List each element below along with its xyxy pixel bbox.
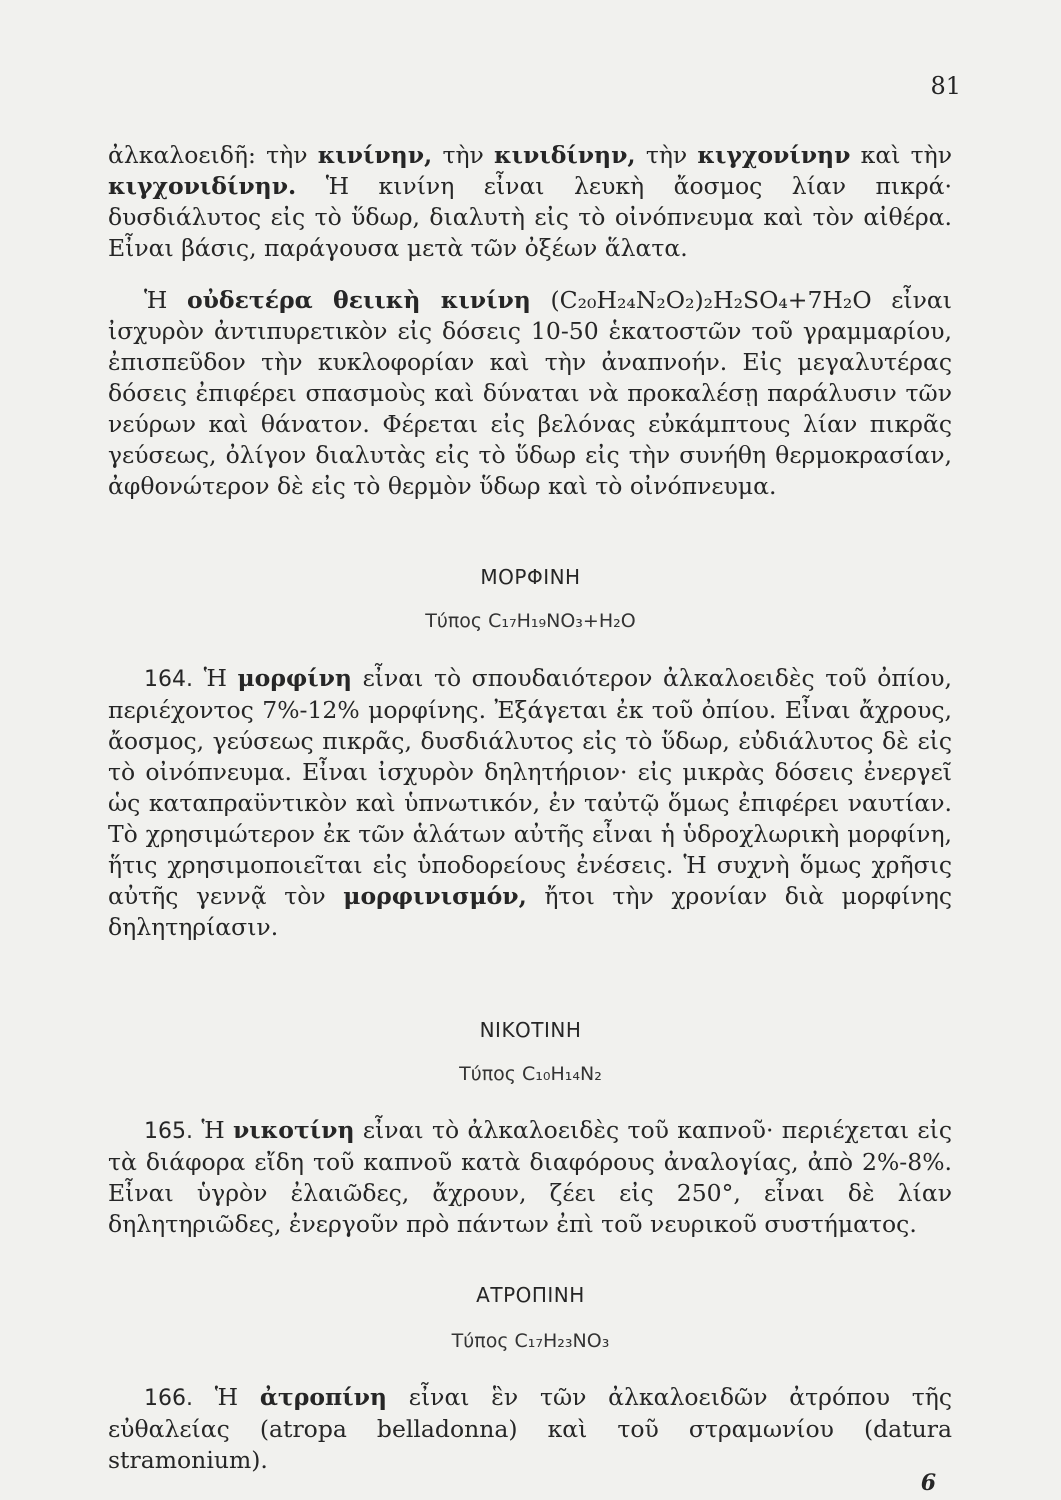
paragraph-morphine [108,663,952,943]
paragraph-quinine-alkaloids [108,140,952,264]
paragraph-number: 164. [144,667,193,692]
paragraph-number: 166. [144,1386,193,1411]
page-number: 81 [930,72,961,100]
paragraph-nicotine [108,1115,952,1240]
term-quinidine: κινιδίνην, [494,141,636,169]
text-run: ἤτοι τὴν χρονίαν διὰ μορφίνης δηλητηρίασιν. [108,882,953,941]
text-run: ἀλκαλοειδῆ: τὴν [108,141,318,169]
term-morphinism: μορφινισμόν, [343,882,527,910]
term-morphine: μορφίνη [237,664,353,692]
text-run: Ἡ [192,664,238,692]
text-run: τὴν [635,141,698,169]
text-run: εἶναι ἓν τῶν ἀλκαλοειδῶν ἀτρόπου τῆς εὐθαλείας (atropa belladonna) καὶ τοῦ στραμωνίου (datura stramonium). [108,1383,952,1474]
term-atropine: ἀτροπίνη [259,1383,387,1411]
text-run: Ἡ [144,286,187,314]
text-run: τὴν [432,141,495,169]
term-quinine: κινίνην, [317,141,433,169]
text-run: καὶ τὴν [850,141,952,169]
section-heading-nicotine: ΝΙΚΟΤΙΝΗ [479,1018,582,1042]
text-run: εἶναι τὸ σπουδαιότερον ἀλκαλοειδὲς τοῦ ὀπίου, περιέχοντος 7%-12% μορφίνης. Ἐξάγεται ἐκ τοῦ ὀπίου. Εἶναι ἄχρους, ἄοσμος, γεύσεως πικρᾶς, δυσδιάλυτος εἰς τὸ ὕδωρ, εὐδιάλυτος δὲ εἰς τὸ οἰνόπνευμα. Εἶναι ἰσχυρὸν δηλητήριον· εἰς μικρὰς δόσεις ἐνεργεῖ ὡς καταπραϋντικὸν καὶ ὑπνωτικόν, ἐν ταὐτῷ ὅμως ἐπιφέρει ναυτίαν. Τὸ χρησιμώτερον ἐκ τῶν ἁλάτων αὐτῆς εἶναι ἡ ὑδροχλωρικὴ μορφίνη, ἥτις χρησιμοποιεῖται εἰς ὑποδορείους ἐνέσεις. Ἡ συχνὴ ὅμως χρῆσις αὐτῆς γεννᾷ τὸν [108,664,952,910]
printer-signature-mark: 6 [920,1470,936,1496]
section-heading-atropine: ΑΤΡΟΠΙΝΗ [476,1283,585,1307]
text-run: Ἡ κινίνη εἶναι λευκὴ ἄοσμος λίαν πικρά· δυσδιάλυτος εἰς τὸ ὕδωρ, διαλυτὴ εἰς τὸ οἰνόπνευμα καὶ τὸν αἰθέρα. Εἶναι βάσις, παράγουσα μετὰ τῶν ὀξέων ἅλατα. [108,172,952,262]
formula-nicotine: Τύπος C₁₀H₁₄N₂ [459,1063,602,1085]
text-run: (C₂₀H₂₄N₂O₂)₂H₂SO₄+7H₂O εἶναι ἰσχυρὸν ἀντιπυρετικὸν εἰς δόσεις 10-50 ἑκατοστῶν τοῦ γραμμαρίου, ἐπισπεῦδον τὴν κυκλοφορίαν καὶ τὴν ἀναπνοήν. Εἰς μεγαλυτέρας δόσεις ἐπιφέρει σπασμοὺς καὶ δύναται νὰ προκαλέσῃ παράλυσιν τῶν νεύρων καὶ θάνατον. Φέρεται εἰς βελόνας εὐκάμπτους λίαν πικρᾶς γεύσεως, ὀλίγον διαλυτὰς εἰς τὸ ὕδωρ εἰς τὴν συνήθη θερμοκρασίαν, ἀφθονώτερον δὲ εἰς τὸ θερμὸν ὕδωρ καὶ τὸ οἰνόπνευμα. [108,286,952,500]
term-nicotine: νικοτίνη [232,1116,355,1144]
paragraph-atropine [108,1382,952,1476]
term-quinine-sulfate: οὐδετέρα θειικὴ κινίνη [186,286,531,314]
section-heading-morphine: ΜΟΡΦΙΝΗ [480,565,581,589]
formula-morphine: Τύπος C₁₇H₁₉NO₃+H₂O [425,610,636,632]
text-run: εἶναι τὸ ἀλκαλοειδὲς τοῦ καπνοῦ· περιέχεται εἰς τὰ διάφορα εἴδη τοῦ καπνοῦ κατὰ διαφόρους ἀναλογίας, ἀπὸ 2%-8%. Εἶναι ὑγρὸν ἐλαιῶδες, ἄχρουν, ζέει εἰς 250°, εἶναι δὲ λίαν δηλητηριῶδες, ἐνεργοῦν πρὸ πάντων ἐπὶ τοῦ νευρικοῦ συστήματος. [108,1116,952,1238]
text-run: Ἡ [192,1383,260,1411]
term-cinchonidine: κιγχονιδίνην. [108,172,297,200]
text-run: Ἡ [192,1116,233,1144]
formula-atropine: Τύπος C₁₇H₂₃NO₃ [451,1330,610,1352]
paragraph-quinine-sulfate [108,285,952,502]
term-cinchonine: κιγχονίνην [697,141,851,169]
paragraph-number: 165. [144,1119,193,1144]
